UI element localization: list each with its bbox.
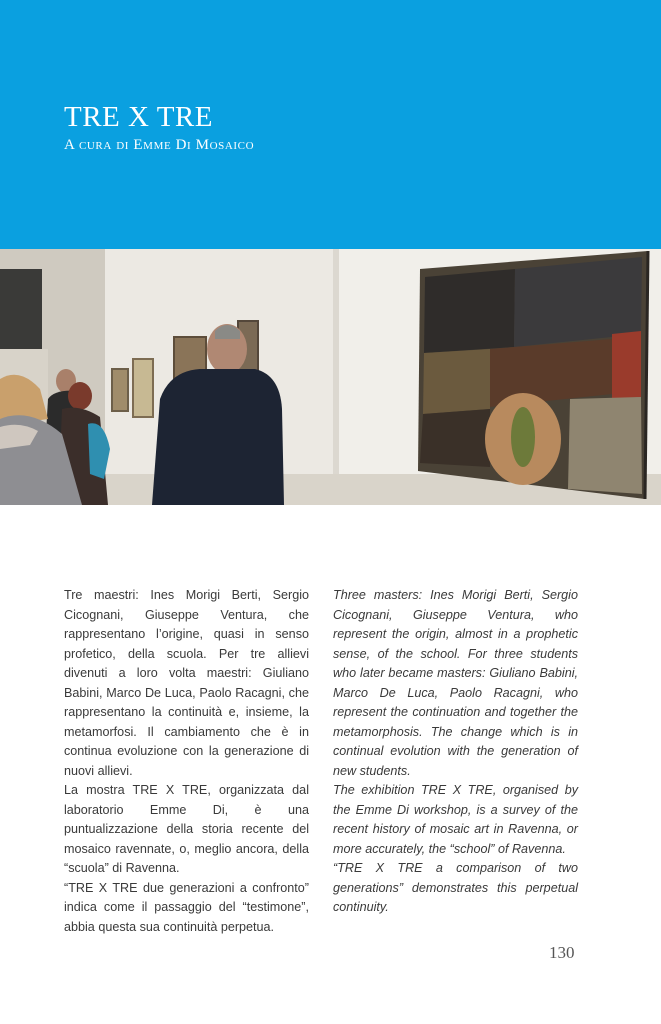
italian-text-column — [64, 586, 309, 937]
italian-paragraph-1: Tre maestri: Ines Morigi Berti, Sergio Cicognani, Giuseppe Ventura, che rappresentano l’origine, quasi in senso profetico, della scuola. Per tre allievi divenuti a loro volta maestri: Giuliano Babini, Marco De Luca, Paolo Racagni, che rappresentano la continuità e, insieme, la metamorfosi. Il cambiamento che è in continua evoluzione con la generazione di nuovi allievi. — [64, 588, 309, 778]
italian-paragraph-3: “TRE X TRE due generazioni a confronto” indica come il passaggio del “testimone”, abbia questa sua continuità perpetua. — [64, 880, 309, 934]
italian-paragraph-2: La mostra TRE X TRE, organizzata dal laboratorio Emme Di, è una puntualizzazione della storia recente del mosaico ravennate, o, meglio ancora, della “scuola” di Ravenna. — [64, 783, 309, 875]
page-title: TRE X TRE — [64, 101, 213, 133]
page-number: 130 — [549, 943, 575, 962]
english-text-column — [333, 586, 578, 918]
english-paragraph-3: “TRE X TRE a comparison of two generations” demonstrates this perpetual continuity. — [333, 861, 578, 914]
english-paragraph-2: The exhibition TRE X TRE, organised by the Emme Di workshop, is a survey of the recent history of mosaic art in Ravenna, or more accurately, the “school” of Ravenna. — [333, 783, 578, 856]
page-subtitle: A cura di Emme Di Mosaico — [64, 137, 255, 153]
header-banner — [0, 0, 661, 249]
gallery-photo — [0, 249, 661, 505]
english-paragraph-1: Three masters: Ines Morigi Berti, Sergio Cicognani, Giuseppe Ventura, who represent the origin, almost in a prophetic sense, of the school. For three students who later became masters: Giuliano Babini, Marco De Luca, Paolo Racagni, who represent the continuation and together the metamorphosis. The change which is in continual evolution with the generation of new students. — [333, 588, 578, 778]
